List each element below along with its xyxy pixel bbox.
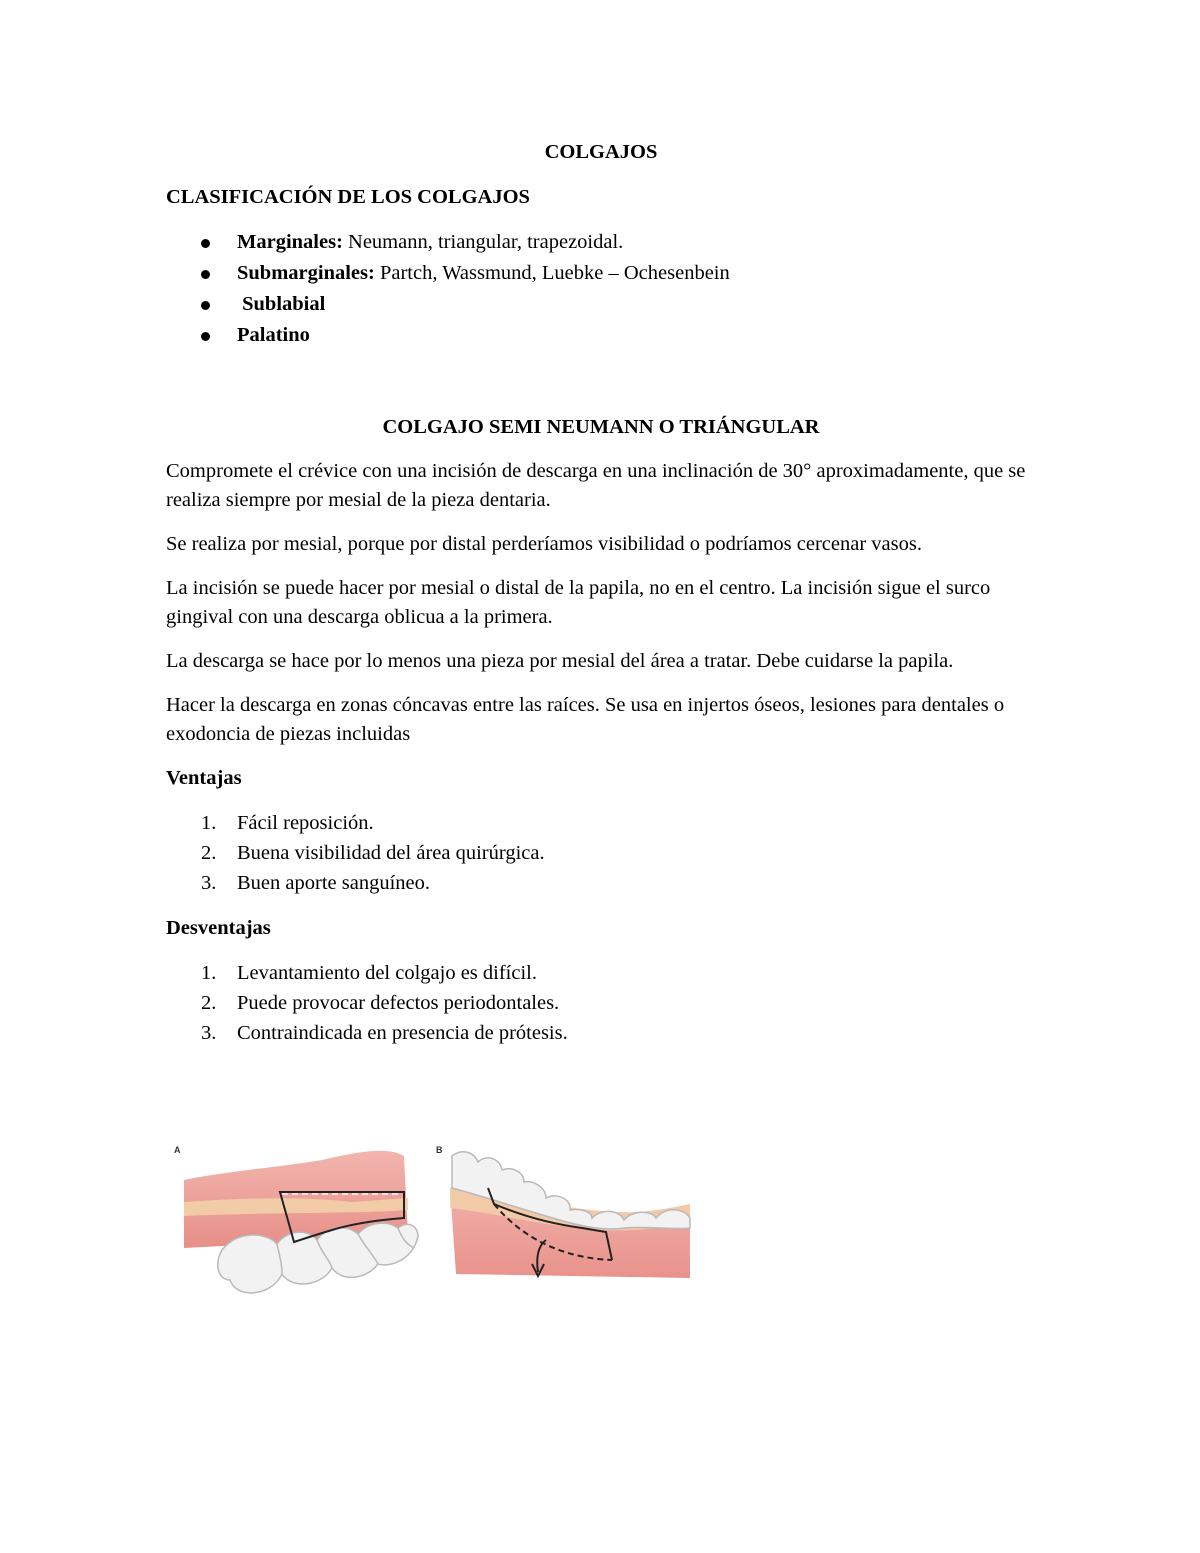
document-body: [166, 138, 1036, 1064]
bullet-icon: [201, 270, 210, 279]
list-item: 3. Contraindicada en presencia de prótesis.: [201, 1022, 568, 1044]
figure-a-label: A: [174, 1145, 181, 1155]
advantages-list: [166, 808, 1036, 898]
figure-b-label: B: [436, 1145, 443, 1155]
list-item: Sublabial: [166, 289, 1036, 320]
figure-a-illustration: [182, 1140, 422, 1308]
list-item: Submarginales: Partch, Wassmund, Luebke – Ochesenbein: [166, 258, 1036, 289]
paragraph: Compromete el crévice con una incisión de descarga en una inclinación de 30° aproximadamente, que se realiza siempre por mesial de la pieza dentaria.: [166, 460, 1026, 511]
document-title: COLGAJOS: [544, 141, 658, 163]
list-item: 3. Buen aporte sanguíneo.: [201, 872, 430, 894]
list-item: 1. Levantamiento del colgajo es difícil.: [201, 962, 537, 984]
disadvantages-list: [166, 958, 1036, 1048]
paragraph: La descarga se hace por lo menos una pieza por mesial del área a tratar. Debe cuidarse la papila.: [166, 650, 954, 672]
paragraph: La incisión se puede hacer por mesial o distal de la papila, no en el centro. La incisión sigue el surco gingival con una descarga oblicua a la primera.: [166, 577, 991, 628]
advantages-heading: Ventajas: [166, 767, 242, 789]
bullet-icon: [201, 301, 210, 310]
list-item: 2. Puede provocar defectos periodontales.: [201, 992, 560, 1014]
list-item: 1. Fácil reposición.: [201, 812, 374, 834]
list-item: 2. Buena visibilidad del área quirúrgica.: [201, 842, 545, 864]
section-heading: COLGAJO SEMI NEUMANN O TRIÁNGULAR: [382, 416, 820, 438]
disadvantages-heading: Desventajas: [166, 917, 271, 939]
list-item: Marginales: Neumann, triangular, trapezoidal.: [166, 227, 1036, 258]
flap-illustrations: [174, 1140, 704, 1310]
paragraph: Se realiza por mesial, porque por distal perderíamos visibilidad o podríamos cercenar vasos.: [166, 533, 922, 555]
classification-list: [166, 227, 1036, 351]
bullet-icon: [201, 332, 210, 341]
figure-b-illustration: [442, 1148, 692, 1288]
bullet-icon: [201, 239, 210, 248]
classification-heading: CLASIFICACIÓN DE LOS COLGAJOS: [166, 186, 530, 208]
list-item: Palatino: [166, 320, 1036, 351]
paragraph: Hacer la descarga en zonas cóncavas entre las raíces. Se usa en injertos óseos, lesiones para dentales o exodoncia de piezas incluidas: [166, 694, 1005, 745]
